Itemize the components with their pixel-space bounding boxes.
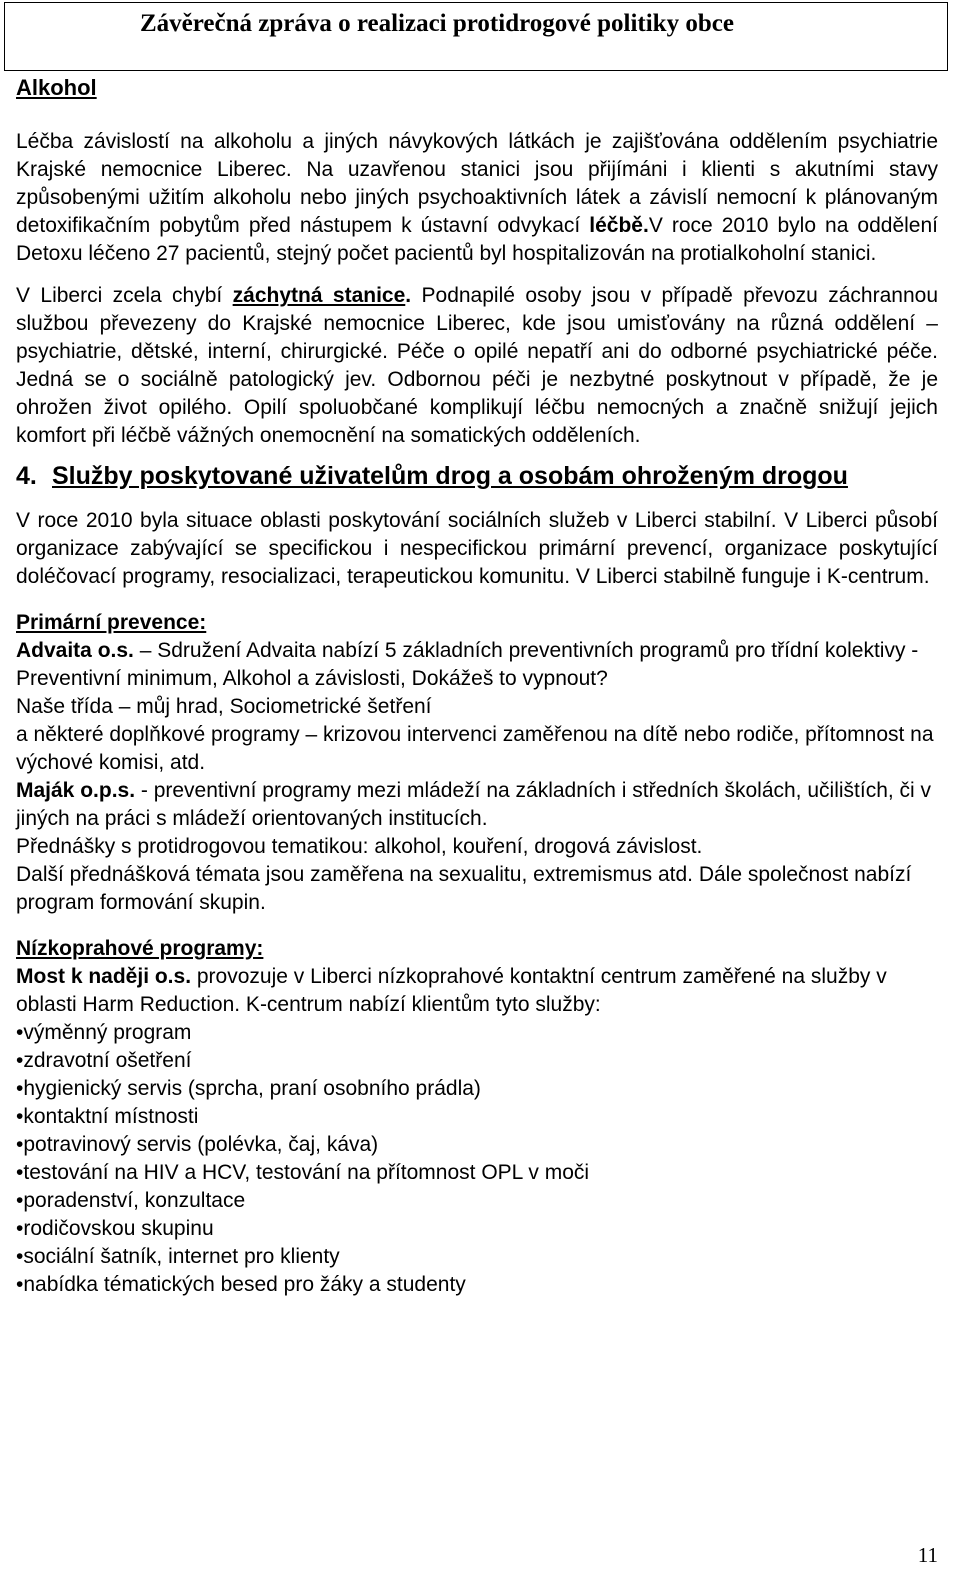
chapter-number: 4. bbox=[16, 462, 37, 490]
list-item: • zdravotní ošetření bbox=[16, 1047, 938, 1075]
section-heading-text: Alkohol bbox=[16, 75, 97, 100]
services-list bbox=[16, 1019, 938, 1299]
header-box bbox=[4, 2, 948, 71]
list-item: • sociální šatník, internet pro klienty bbox=[16, 1243, 938, 1271]
alcohol-p1-bold: léčbě. bbox=[589, 214, 649, 237]
sobering-station-term: záchytná stanice bbox=[232, 284, 406, 307]
advaita-text-1: – Sdružení Advaita nabízí 5 základních preventivních programů pro třídní kolektivy - Preventivní minimum, Alkohol a závislosti, Dokážeš to vypnout? bbox=[16, 639, 919, 690]
page-number: 11 bbox=[917, 1543, 938, 1567]
majak-name: Maják o.p.s. bbox=[16, 779, 136, 802]
most-paragraph bbox=[16, 963, 938, 1019]
most-text: provozuje v Liberci nízkoprahové kontaktní centrum zaměřené na služby v oblasti Harm Reduction. K-centrum nabízí klientům tyto služby: bbox=[16, 965, 887, 1016]
most-name: Most k naději o.s. bbox=[16, 965, 192, 988]
low-threshold-heading: Nízkoprahové programy: bbox=[16, 937, 264, 960]
list-item: • nabídka tématických besed pro žáky a studenty bbox=[16, 1271, 938, 1299]
section-heading-alkohol bbox=[16, 74, 97, 102]
advaita-line-1 bbox=[16, 637, 938, 693]
list-item: • potravinový servis (polévka, čaj, káva) bbox=[16, 1131, 938, 1159]
primary-prevention-heading: Primární prevence: bbox=[16, 611, 207, 634]
list-item: • testování na HIV a HCV, testování na přítomnost OPL v moči bbox=[16, 1159, 938, 1187]
intro-paragraph: V roce 2010 byla situace oblasti poskytování sociálních služeb v Liberci stabilní. V Liberci působí organizace zabývající se specifickou i nespecifickou primární prevencí, organizace poskytující doléčovací programy, resocializaci, terapeutickou komunitu. V Liberci stabilně funguje i K-centrum. bbox=[16, 509, 938, 588]
advaita-line-3: a některé doplňkové programy – krizovou intervenci zaměřenou na dítě nebo rodiče, přítomnost na výchové komisi, atd. bbox=[16, 723, 934, 774]
list-item: • poradenství, konzultace bbox=[16, 1187, 938, 1215]
list-item: • kontaktní místnosti bbox=[16, 1103, 938, 1131]
advaita-line-2: Naše třída – můj hrad, Sociometrické šetření bbox=[16, 695, 432, 718]
alcohol-p2-text-b: Podnapilé osoby jsou v případě převozu záchrannou službou převezeny do Krajské nemocnice Liberec, kde jsou umisťovány na různá oddělení – psychiatrie, dětské, interní, chirurgické. Péče o opilé nepatří ani do odborné psychiatrické péče. Jedná se o sociálně patologický jev. Odbornou péči je nezbytné poskytnout v případě, že je ohrožen život opilého. Opilí spoluobčané komplikují léčbu nemocných a značně snižují jejich komfort při léčbě vážných onemocnění na somatických odděleních. bbox=[16, 284, 938, 447]
alcohol-paragraph-2 bbox=[16, 282, 938, 450]
document-title: Závěrečná zpráva o realizaci protidrogové politiky obce bbox=[140, 10, 734, 37]
alcohol-p1-text-b: V roce 2010 bylo na oddělení Detoxu léčeno 27 pacientů, stejný počet pacientů byl hospitalizován na protialkoholní stanici. bbox=[16, 214, 938, 265]
alcohol-paragraph-1 bbox=[16, 128, 938, 268]
majak-line-3: Další přednášková témata jsou zaměřena na sexualitu, extremismus atd. Dále společnost nabízí program formování skupin. bbox=[16, 863, 912, 914]
chapter-heading bbox=[16, 460, 938, 493]
alcohol-p2-dot: . bbox=[405, 284, 412, 307]
alcohol-p1-text-a: Léčba závislostí na alkoholu a jiných návykových látkách je zajišťována oddělením psychiatrie Krajské nemocnice Liberec. Na uzavřenou stanici jsou přijímáni i klienti s akutními stavy způsobenými užitím alkoholu nebo jiných psychoaktivních látek a závislí nemocní k plánovaným detoxifikačním pobytům před nástupem k ústavní odvykací bbox=[16, 130, 938, 237]
majak-line-1 bbox=[16, 777, 938, 833]
list-item: • rodičovskou skupinu bbox=[16, 1215, 938, 1243]
list-item: • hygienický servis (sprcha, praní osobního prádla) bbox=[16, 1075, 938, 1103]
alcohol-p2-text-a: V Liberci zcela chybí bbox=[16, 284, 233, 307]
document-body bbox=[16, 128, 938, 1299]
majak-line-2: Přednášky s protidrogovou tematikou: alkohol, kouření, drogová závislost. bbox=[16, 835, 703, 858]
majak-text-1: - preventivní programy mezi mládeží na základních i středních školách, učilištích, či v jiných na práci s mládeží orientovaných institucích. bbox=[16, 779, 932, 830]
list-item: • výměnný program bbox=[16, 1019, 938, 1047]
advaita-name: Advaita o.s. bbox=[16, 639, 134, 662]
chapter-title: Služby poskytované uživatelům drog a osobám ohroženým drogou bbox=[52, 462, 848, 490]
